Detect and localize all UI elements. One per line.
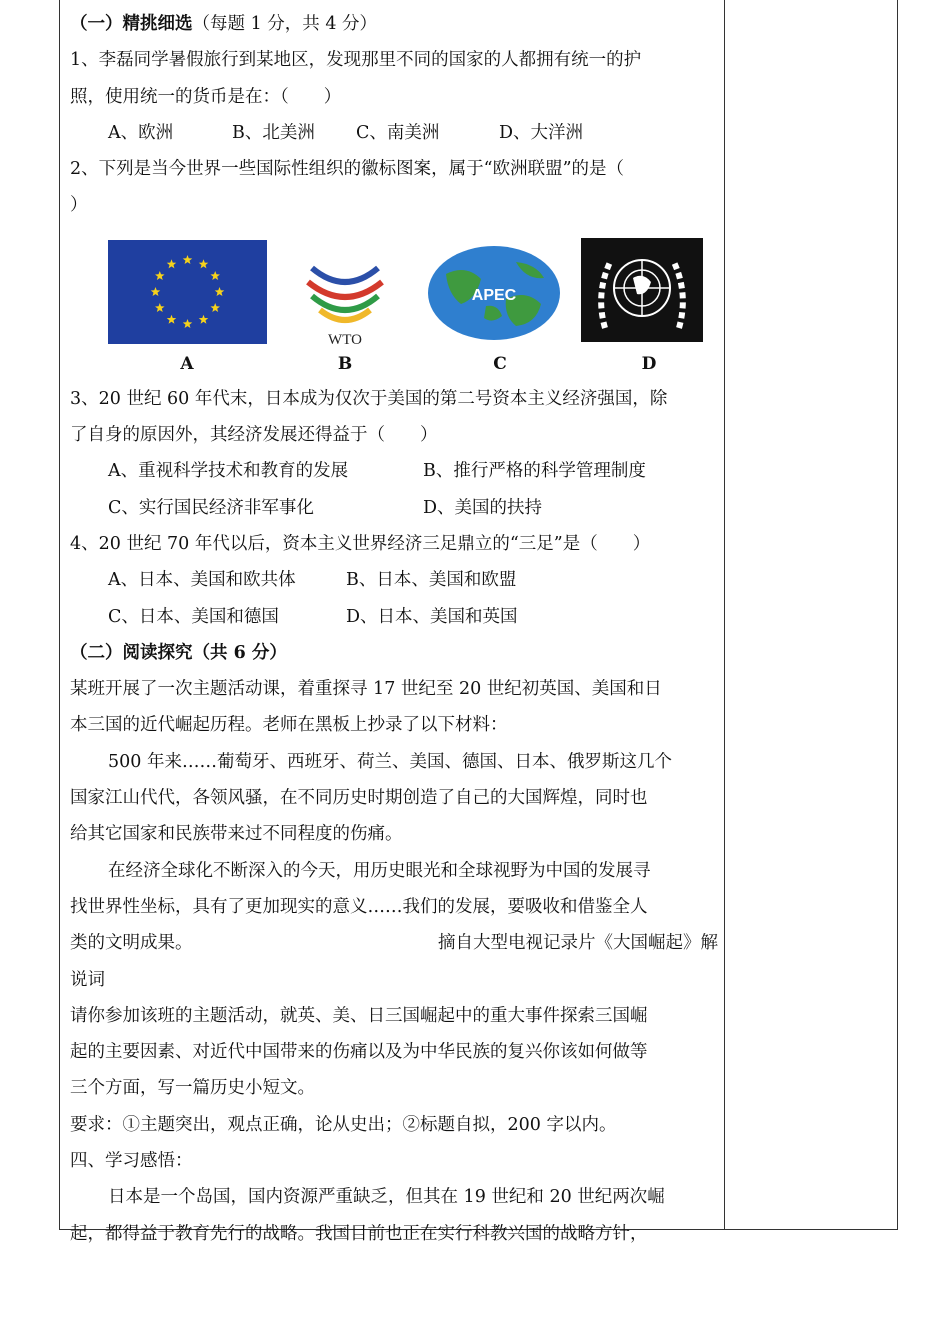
q1-option-a[interactable]: A、欧洲 — [108, 122, 174, 143]
material-para1-line3: 给其它国家和民族带来过不同程度的伤痛。 — [70, 824, 403, 845]
q1-option-d[interactable]: D、大洋洲 — [499, 122, 584, 143]
section4-heading: 四、学习感悟： — [70, 1151, 193, 1172]
q4-line1: 4、20 世纪 70 年代以后，资本主义世界经济三足鼎立的“三足”是（ ） — [70, 533, 651, 554]
section1-heading: （一）精挑细选 — [70, 14, 193, 34]
material-para2-line3 — [70, 925, 718, 961]
requirements: 要求：①主题突出，观点正确，论从史出；②标题自拟，200 字以内。 — [70, 1114, 617, 1135]
material-para1-line1: 500 年来……葡萄牙、西班牙、荷兰、美国、德国、日本、俄罗斯这几个 — [108, 751, 672, 772]
q3-option-d[interactable]: D、美国的扶持 — [423, 497, 543, 518]
q3-options-row1 — [70, 453, 718, 489]
q1-option-c[interactable]: C、南美洲 — [356, 122, 440, 143]
column-divider — [724, 0, 725, 1230]
logo-label-c: C — [493, 353, 507, 374]
q3-line1: 3、20 世纪 60 年代末，日本成为仅次于美国的第二号资本主义经济强国，除 — [70, 388, 668, 409]
wto-logo-text: WTO — [328, 331, 362, 348]
logo-row — [70, 226, 718, 381]
section2-intro2: 本三国的近代崛起历程。老师在黑板上抄录了以下材料： — [70, 715, 508, 736]
q2-line1: 2、下列是当今世界一些国际性组织的徽标图案，属于“欧洲联盟”的是（ — [70, 159, 625, 180]
wto-logo-icon[interactable] — [300, 248, 390, 348]
logo-label-b: B — [337, 353, 353, 374]
q3-option-a[interactable]: A、重视科学技术和教育的发展 — [108, 461, 349, 482]
section4-line1: 日本是一个岛国，国内资源严重缺乏，但其在 19 世纪和 20 世纪两次崛 — [108, 1187, 665, 1208]
q1-options — [70, 115, 718, 151]
material-para2-line3-text: 类的文明成果。 — [70, 933, 193, 954]
q4-option-b[interactable]: B、日本、美国和欧盟 — [346, 570, 517, 591]
q1-line2: 照，使用统一的货币是在：（ ） — [70, 86, 342, 107]
section2-intro1: 某班开展了一次主题活动课，着重探寻 17 世纪至 20 世纪初英国、美国和日 — [70, 679, 662, 700]
q4-options-row2 — [70, 599, 718, 635]
material-para1-line2: 国家江山代代，各领风骚，在不同历史时期创造了自己的大国辉煌，同时也 — [70, 788, 648, 809]
q3-option-b[interactable]: B、推行严格的科学管理制度 — [423, 461, 646, 482]
logo-label-a: A — [180, 353, 194, 374]
section2-heading: （二）阅读探究（共 6 分） — [70, 642, 287, 663]
section1-heading-line — [70, 6, 718, 42]
material-source-tail: 说词 — [70, 969, 105, 990]
task-line2: 起的主要因素、对近代中国带来的伤痛以及为中华民族的复兴你该如何做等 — [70, 1042, 648, 1063]
logo-label-d: D — [641, 353, 657, 374]
q1-line1: 1、李磊同学暑假旅行到某地区，发现那里不同的国家的人都拥有统一的护 — [70, 50, 642, 71]
q2-line2: ） — [70, 195, 88, 216]
section1-heading-note: （每题 1 分，共 4 分） — [192, 14, 378, 34]
task-line3: 三个方面，写一篇历史小短文。 — [70, 1078, 315, 1099]
q1-option-b[interactable]: B、北美洲 — [232, 122, 315, 143]
q4-option-d[interactable]: D、日本、美国和英国 — [346, 606, 518, 627]
worksheet-content — [70, 6, 718, 1252]
q4-options-row1 — [70, 562, 718, 598]
task-line1: 请你参加该班的主题活动，就英、美、日三国崛起中的重大事件探索三国崛 — [70, 1005, 648, 1026]
material-source: 摘自大型电视记录片《大国崛起》解 — [438, 933, 718, 954]
q3-option-c[interactable]: C、实行国民经济非军事化 — [108, 497, 314, 518]
q4-option-c[interactable]: C、日本、美国和德国 — [108, 606, 279, 627]
section4-line2: 起，都得益于教育先行的战略。我国目前也正在实行科教兴国的战略方针， — [70, 1223, 648, 1244]
q3-options-row2 — [70, 490, 718, 526]
material-para2-line1: 在经济全球化不断深入的今天，用历史眼光和全球视野为中国的发展寻 — [108, 860, 651, 881]
un-emblem-icon[interactable] — [581, 238, 703, 342]
material-para2-line2: 找世界性坐标，具有了更加现实的意义……我们的发展，要吸收和借鉴全人 — [70, 896, 648, 917]
apec-logo-icon[interactable] — [426, 244, 562, 342]
eu-flag-icon[interactable] — [108, 240, 267, 344]
q3-line2: 了自身的原因外，其经济发展还得益于（ ） — [70, 425, 438, 446]
apec-logo-text: APEC — [471, 286, 517, 304]
q4-option-a[interactable]: A、日本、美国和欧共体 — [108, 570, 296, 591]
